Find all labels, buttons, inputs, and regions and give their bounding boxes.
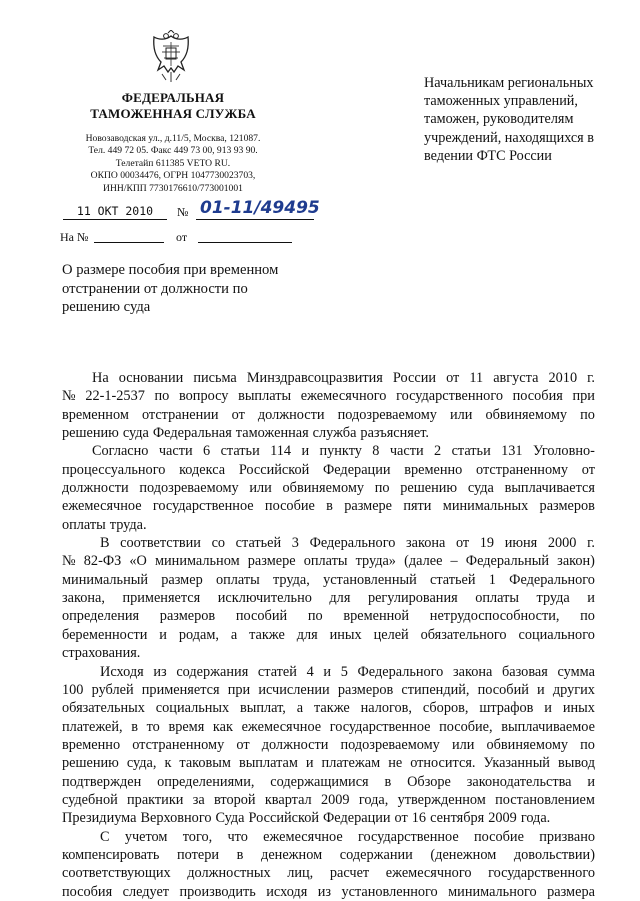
- body-line: временно отстраненному от должности подозреваемому или обвиняемому по: [62, 736, 595, 753]
- body-line: пособия следует производить исходя из установленного минимального размера: [62, 883, 595, 900]
- body-line: С учетом того, что ежемесячное государственное пособие призвано: [100, 828, 595, 845]
- addressee-line: Начальникам региональных: [424, 75, 594, 91]
- body-line: № 82-ФЗ «О минимальном размере оплаты труда» (далее – Федеральный закон): [62, 553, 595, 570]
- coat-of-arms-emblem: [148, 30, 194, 84]
- reference-date-blank: [198, 242, 292, 243]
- body-line: процессуального кодекса Российской Федерации временно отстраненному от: [62, 461, 595, 478]
- body-line: Президиума Верховного Суда Российской Федерации от 16 сентября 2009 года.: [62, 810, 551, 827]
- body-line: решению суда, к таковым выплатам и платежам не относится. Указанный вывод: [62, 755, 595, 772]
- body-line: компенсировать потери в денежном содержании (денежном довольствии): [62, 846, 595, 863]
- org-line: ТАМОЖЕННАЯ СЛУЖБА: [90, 106, 256, 121]
- body-line: В соответствии со статьей 3 Федерального закона от 19 июня 2000 г.: [100, 535, 595, 552]
- body-line: На основании письма Минздравсоцразвития России от 11 августа 2010 г.: [92, 370, 595, 386]
- body-line: Согласно части 6 статьи 114 и пункту 8 части 2 статьи 131 Уголовно-: [92, 443, 595, 460]
- registration-number-handwritten: 01-11/49495: [196, 197, 314, 220]
- body-line: должности подозреваемому или обвиняемому по решению суда выплачивается: [62, 480, 595, 497]
- body-line: определения размеров пособий по временной нетрудоспособности, по: [62, 608, 595, 625]
- registration-line: [60, 198, 320, 221]
- letter-body: [62, 369, 595, 901]
- contact-line: Тел. 449 72 05. Факс 449 73 00, 913 93 90.: [88, 145, 258, 157]
- contact-line: Новозаводская ул., д.11/5, Москва, 121087.: [85, 133, 261, 144]
- subject-line: решению суда: [62, 299, 151, 315]
- body-line: обязательных социальных выплат, а также налогов, сборов, штрафов и иных: [62, 700, 595, 717]
- body-line: ежемесячное государственное пособие в размере пяти минимальных размеров: [62, 498, 595, 515]
- addressee-block: [424, 74, 624, 165]
- body-line: 100 рублей применяется при исчислении размеров стипендий, пособий и других: [62, 681, 595, 698]
- body-line: решению суда Федеральная таможенная служба разъясняет.: [62, 425, 429, 442]
- contact-line: ИНН/КПП 7730176610/773001001: [103, 182, 243, 194]
- reference-number-label: На №: [60, 230, 89, 244]
- body-line: временном отстранении от должности подозреваемому или обвиняемому по: [62, 406, 595, 423]
- subject-line: отстранении от должности по: [62, 280, 248, 297]
- body-line: подтвержден определениями, содержащимися в Обзоре законодательства и: [62, 773, 595, 790]
- addressee-line: учреждений, находящихся в: [424, 129, 594, 146]
- body-line: минимальный размер оплаты труда, установленный статьей 1 Федерального: [62, 571, 595, 588]
- contact-line: Телетайп 611385 VETO RU.: [115, 157, 231, 169]
- body-line: судебной практики за второй квартал 2009 года, утвержденном постановлением: [62, 791, 595, 808]
- letter-subject: [62, 261, 302, 317]
- body-line: платежей, в то время как ежемесячное государственное пособие, выплачиваемое: [62, 718, 595, 735]
- reference-date-label: от: [176, 230, 188, 244]
- body-line: оплаты труда.: [62, 516, 147, 533]
- reference-number-blank: [94, 242, 164, 243]
- body-line: страхования.: [62, 645, 141, 662]
- subject-line: О размере пособия при временном: [62, 262, 279, 278]
- organization-contacts: [70, 133, 276, 195]
- addressee-line: таможен, руководителям: [424, 111, 574, 128]
- contact-line: ОКПО 00034476, ОГРН 1047730023703,: [90, 170, 256, 182]
- reference-line: [60, 230, 320, 246]
- body-line: беременности и родам, а также для иных целей обязательного социального: [62, 626, 595, 643]
- organization-name: [70, 90, 276, 122]
- registration-date-stamp: 11 ОКТ 2010: [63, 203, 167, 220]
- body-line: Исходя из содержания статей 4 и 5 Федерального закона базовая сумма: [100, 663, 595, 680]
- org-line: ФЕДЕРАЛЬНАЯ: [121, 90, 225, 105]
- addressee-line: ведении ФТС России: [424, 147, 552, 164]
- body-line: закона, применяется исключительно для регулирования оплаты труда и: [62, 590, 595, 607]
- body-line: соответствующих должностных лиц, расчет ежемесячного государственного: [62, 865, 595, 882]
- body-line: № 22-1-2537 по вопросу выплаты ежемесячного государственного пособия при: [62, 388, 595, 405]
- registration-number-label: №: [177, 205, 189, 219]
- addressee-line: таможенных управлений,: [424, 93, 578, 110]
